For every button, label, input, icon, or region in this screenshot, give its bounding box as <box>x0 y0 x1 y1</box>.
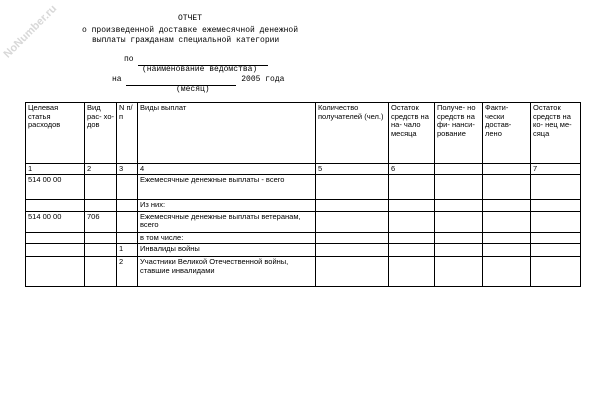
cell-type: 706 <box>85 211 117 232</box>
cell-value[interactable] <box>531 244 581 257</box>
cell-type <box>85 200 117 212</box>
col-header-received: Получе- но средств на фи- нанси- рование <box>435 103 483 164</box>
report-subtitle-line1: о произведенной доставке ежемесячной денежной <box>82 26 299 35</box>
col-number: 3 <box>117 164 138 175</box>
cell-value[interactable] <box>435 244 483 257</box>
cell-kind: Инвалиды войны <box>138 244 316 257</box>
cell-n <box>117 175 138 200</box>
cell-value[interactable] <box>531 257 581 287</box>
cell-value[interactable] <box>483 244 531 257</box>
col-header-n: N п/п <box>117 103 138 164</box>
col-number <box>483 164 531 175</box>
cell-code <box>26 244 85 257</box>
cell-type <box>85 244 117 257</box>
cell-kind: Ежемесячные денежные выплаты ветеранам, всего <box>138 211 316 232</box>
col-header-kind: Виды выплат <box>138 103 316 164</box>
cell-value[interactable] <box>389 257 435 287</box>
month-caption: (месяц) <box>176 85 210 94</box>
cell-code: 514 00 00 <box>26 175 85 200</box>
col-number: 1 <box>26 164 85 175</box>
col-number: 5 <box>316 164 389 175</box>
cell-value[interactable] <box>316 257 389 287</box>
cell-value[interactable] <box>435 211 483 232</box>
col-header-code: Целевая статья расходов <box>26 103 85 164</box>
table-row <box>26 211 581 232</box>
table-row <box>26 175 581 200</box>
cell-value[interactable] <box>531 232 581 244</box>
col-number: 2 <box>85 164 117 175</box>
table-row <box>26 200 581 212</box>
cell-type <box>85 232 117 244</box>
cell-value[interactable] <box>531 211 581 232</box>
cell-value[interactable] <box>483 257 531 287</box>
cell-value[interactable] <box>483 211 531 232</box>
cell-kind: в том числе: <box>138 232 316 244</box>
cell-code <box>26 200 85 212</box>
table-row <box>26 244 581 257</box>
cell-type <box>85 257 117 287</box>
cell-kind: Участники Великой Отечественной войны, ставшие инвалидами <box>138 257 316 287</box>
cell-value[interactable] <box>316 175 389 200</box>
cell-value[interactable] <box>483 232 531 244</box>
cell-kind: Из них: <box>138 200 316 212</box>
cell-n <box>117 232 138 244</box>
by-label: по <box>124 55 134 64</box>
for-label: на <box>112 75 122 84</box>
report-table <box>25 102 581 287</box>
col-number <box>435 164 483 175</box>
table-header-row <box>26 103 581 164</box>
cell-type <box>85 175 117 200</box>
agency-caption: (наименование ведомства) <box>142 65 258 74</box>
watermark: NoNumber.ru <box>1 2 60 61</box>
report-title: ОТЧЕТ <box>178 14 203 23</box>
col-header-end-balance: Остаток средств на ко- нец ме- сяца <box>531 103 581 164</box>
year-text: 2005 года <box>241 75 285 84</box>
cell-n: 2 <box>117 257 138 287</box>
cell-n: 1 <box>117 244 138 257</box>
cell-value[interactable] <box>435 175 483 200</box>
table-number-row <box>26 164 581 175</box>
cell-code <box>26 232 85 244</box>
cell-value[interactable] <box>483 175 531 200</box>
cell-value[interactable] <box>531 200 581 212</box>
cell-n <box>117 200 138 212</box>
cell-value[interactable] <box>483 200 531 212</box>
col-number: 7 <box>531 164 581 175</box>
col-header-type: Вид рас- хо- дов <box>85 103 117 164</box>
cell-value[interactable] <box>389 232 435 244</box>
col-header-delivered: Факти- чески достав- лено <box>483 103 531 164</box>
col-header-recipients: Количество получателей (чел.) <box>316 103 389 164</box>
cell-value[interactable] <box>316 211 389 232</box>
table-row <box>26 232 581 244</box>
col-number: 4 <box>138 164 316 175</box>
cell-kind: Ежемесячные денежные выплаты - всего <box>138 175 316 200</box>
table-row <box>26 257 581 287</box>
cell-value[interactable] <box>389 211 435 232</box>
cell-value[interactable] <box>531 175 581 200</box>
cell-value[interactable] <box>389 200 435 212</box>
cell-value[interactable] <box>389 175 435 200</box>
cell-value[interactable] <box>435 200 483 212</box>
cell-code <box>26 257 85 287</box>
cell-n <box>117 211 138 232</box>
report-subtitle-line2: выплаты гражданам специальной категории <box>92 36 280 45</box>
cell-value[interactable] <box>435 232 483 244</box>
cell-value[interactable] <box>389 244 435 257</box>
cell-value[interactable] <box>316 244 389 257</box>
col-header-start-balance: Остаток средств на на- чало месяца <box>389 103 435 164</box>
cell-value[interactable] <box>316 232 389 244</box>
cell-code: 514 00 00 <box>26 211 85 232</box>
col-number: 6 <box>389 164 435 175</box>
cell-value[interactable] <box>435 257 483 287</box>
cell-value[interactable] <box>316 200 389 212</box>
